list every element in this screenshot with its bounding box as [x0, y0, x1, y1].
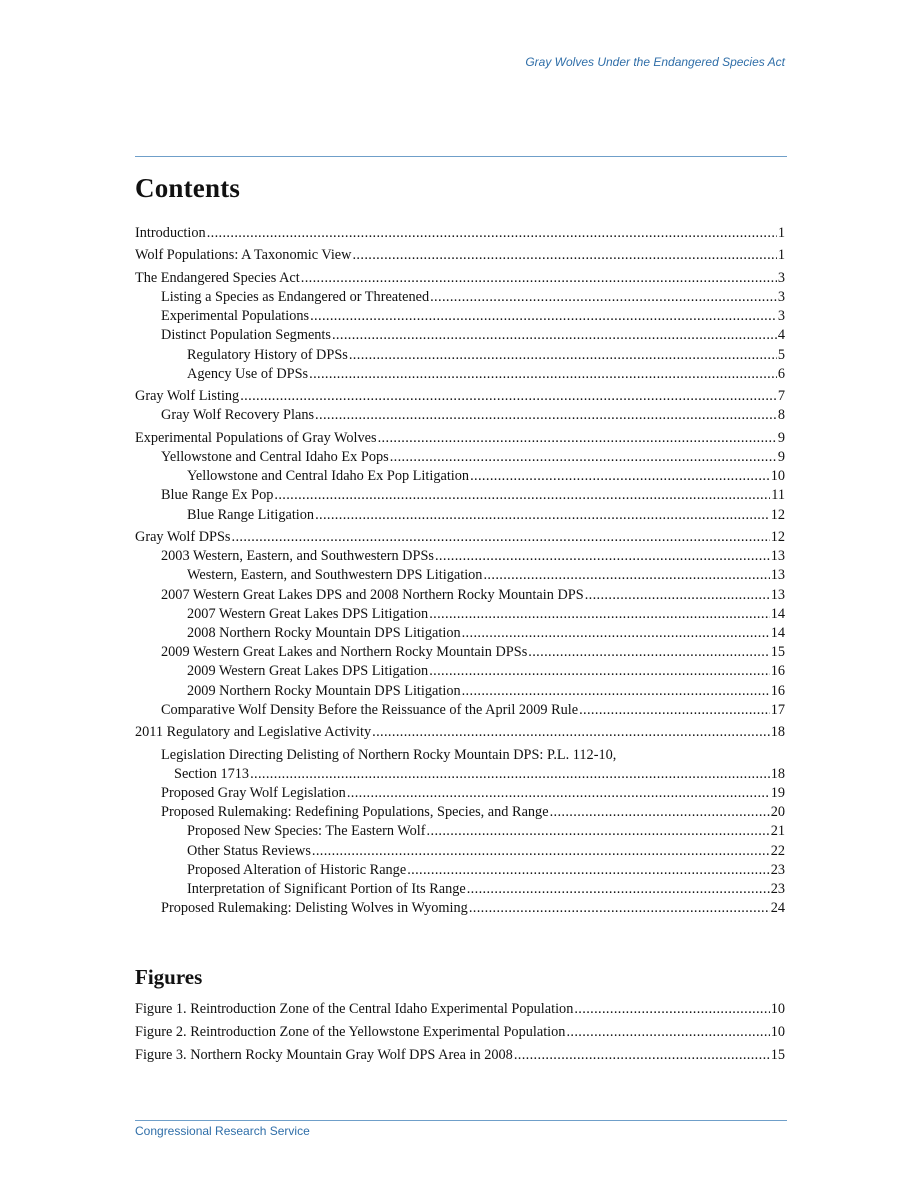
contents-title: Contents [135, 173, 241, 203]
toc-entry[interactable]: Yellowstone and Central Idaho Ex Pops . . . 9 [135, 448, 785, 467]
toc-entry[interactable]: Listing a Species as Endangered or Threatened . . . 3 [135, 288, 785, 307]
toc-entry[interactable]: 2007 Western Great Lakes DPS and 2008 Northern Rocky Mountain DPS . . . 13 [135, 586, 785, 605]
toc-entry[interactable]: Proposed Rulemaking: Redefining Populations, Species, and Range . . . 20 [135, 803, 785, 822]
toc-entry[interactable]: Comparative Wolf Density Before the Reissuance of the April 2009 Rule . . . 17 [135, 701, 785, 720]
toc-entry[interactable]: Yellowstone and Central Idaho Ex Pop Litigation . . . 10 [135, 467, 785, 486]
toc-entry[interactable]: Proposed Rulemaking: Delisting Wolves in Wyoming . . . 24 [135, 899, 785, 918]
toc-entry[interactable]: Distinct Population Segments . . . 4 [135, 326, 785, 345]
toc-entry[interactable]: 2008 Northern Rocky Mountain DPS Litigation . . . 14 [135, 624, 785, 643]
toc-entry[interactable]: Gray Wolf Recovery Plans . . . 8 [135, 406, 785, 425]
toc-entry-continuation[interactable]: Section 1713 . . . 18 [135, 765, 785, 784]
running-header: Gray Wolves Under the Endangered Species Act [525, 55, 785, 69]
footer-rule [135, 1120, 787, 1121]
toc-entry[interactable]: Western, Eastern, and Southwestern DPS Litigation . . . 13 [135, 566, 785, 585]
toc-entry[interactable]: Regulatory History of DPSs . . . 5 [135, 346, 785, 365]
toc-entry[interactable]: Experimental Populations . . . 3 [135, 307, 785, 326]
toc-entry[interactable]: 2003 Western, Eastern, and Southwestern DPSs . . . 13 [135, 547, 785, 566]
header-rule [135, 156, 787, 157]
toc-entry[interactable]: 2009 Northern Rocky Mountain DPS Litigation . . . 16 [135, 682, 785, 701]
figure-entry[interactable]: Figure 1. Reintroduction Zone of the Central Idaho Experimental Population . . . 10 [135, 1000, 785, 1019]
toc-entry[interactable]: 2011 Regulatory and Legislative Activity . . . 18 [135, 723, 785, 742]
toc-entry[interactable]: Blue Range Ex Pop . . . 11 [135, 486, 785, 505]
figure-entry[interactable]: Figure 3. Northern Rocky Mountain Gray Wolf DPS Area in 2008 . . . 15 [135, 1046, 785, 1065]
table-of-contents [135, 224, 785, 918]
toc-entry[interactable]: Gray Wolf DPSs . . . 12 [135, 528, 785, 547]
toc-entry[interactable]: Proposed New Species: The Eastern Wolf . . . 21 [135, 822, 785, 841]
toc-entry[interactable]: 2009 Western Great Lakes DPS Litigation . . . 16 [135, 662, 785, 681]
toc-entry[interactable]: Proposed Alteration of Historic Range . . . 23 [135, 861, 785, 880]
toc-entry[interactable]: Legislation Directing Delisting of Northern Rocky Mountain DPS: P.L. 112-10, [161, 746, 617, 763]
toc-entry[interactable]: 2007 Western Great Lakes DPS Litigation . . . 14 [135, 605, 785, 624]
toc-entry[interactable]: Proposed Gray Wolf Legislation . . . 19 [135, 784, 785, 803]
toc-entry[interactable]: Blue Range Litigation . . . 12 [135, 506, 785, 525]
toc-entry[interactable]: Gray Wolf Listing . . . 7 [135, 387, 785, 406]
toc-entry[interactable]: 2009 Western Great Lakes and Northern Rocky Mountain DPSs . . . 15 [135, 643, 785, 662]
figures-title: Figures [135, 965, 203, 989]
toc-entry[interactable]: Experimental Populations of Gray Wolves . . . 9 [135, 429, 785, 448]
toc-entry[interactable]: Wolf Populations: A Taxonomic View . . . 1 [135, 246, 785, 265]
toc-entry[interactable]: The Endangered Species Act . . . 3 [135, 269, 785, 288]
footer-source: Congressional Research Service [135, 1124, 310, 1138]
list-of-figures [135, 1000, 785, 1065]
toc-entry[interactable]: Interpretation of Significant Portion of Its Range . . . 23 [135, 880, 785, 899]
toc-entry[interactable]: Other Status Reviews . . . 22 [135, 842, 785, 861]
toc-entry[interactable]: Agency Use of DPSs . . . 6 [135, 365, 785, 384]
figure-entry[interactable]: Figure 2. Reintroduction Zone of the Yellowstone Experimental Population . . . 10 [135, 1023, 785, 1042]
toc-entry[interactable]: Introduction . . . 1 [135, 224, 785, 243]
